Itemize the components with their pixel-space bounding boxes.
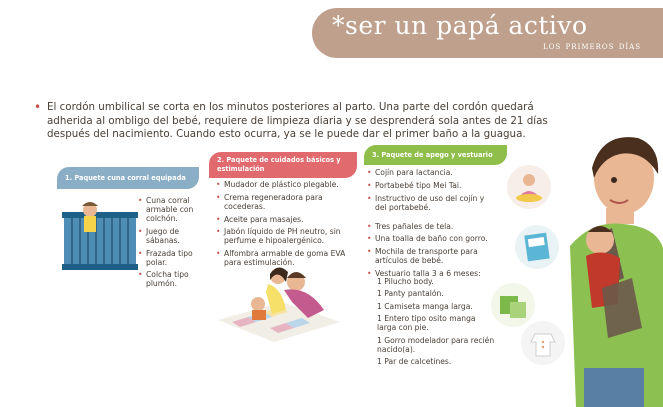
list-item: • Cojín para lactancia. <box>367 168 497 177</box>
list-item: • Mochila de transporte para artículos de bebé. <box>367 247 497 265</box>
clothing-list <box>367 277 497 369</box>
list-item: 1 Par de calcetines. <box>377 356 452 366</box>
intro-paragraph: El cordón umbilical se corta en los minutos posteriores al parto. Una parte del cordón quedará adherida al ombligo del bebé, requiere de limpieza diaria y se desprenderá sola antes de 21 días después del nacimiento. Cuando esto ocurra, ya se le puede dar el primer baño a la guagua. <box>47 101 548 140</box>
list-item: • Frazada tipo polar. <box>138 249 202 267</box>
list-item: • Cuna corral armable con colchón. <box>138 196 202 223</box>
list-item: • Una toalla de baño con gorro. <box>367 234 497 243</box>
list-item: 1 Entero tipo osito manga larga con pie. <box>377 314 476 333</box>
package-1-header: 1. Paquete cuna corral equipada <box>57 167 199 189</box>
page-title: *ser un papá activo <box>332 11 588 40</box>
package-2-header: 2. Paquete de cuidados básicos y estimulación <box>209 152 357 178</box>
list-item: • Crema regeneradora para cocederas. <box>216 193 356 211</box>
package-3-list <box>367 168 497 282</box>
list-item: • Tres pañales de tela. <box>367 222 497 231</box>
list-item: • Vestuario talla 3 a 6 meses: <box>367 269 497 278</box>
list-item: • Juego de sábanas. <box>138 227 202 245</box>
list-item: 1 Pilucho body. <box>377 277 434 286</box>
list-item: • Instructivo de uso del cojín y del portabebé. <box>367 194 497 212</box>
list-item: • Jabón líquido de PH neutro, sin perfume e hipoalergénico. <box>216 227 356 245</box>
instructions-booklet-illustration <box>514 224 560 270</box>
list-item: • Colcha tipo plumón. <box>138 270 202 288</box>
list-item: • Portabebé tipo Mei Tai. <box>367 181 497 190</box>
list-item: • Alfombra armable de goma EVA para estimulación. <box>216 249 356 267</box>
list-item: 1 Camiseta manga larga. <box>377 301 473 311</box>
package-3-header: 3. Paquete de apego y vestuario <box>364 145 507 165</box>
package-1-list <box>138 196 202 292</box>
list-item: 1 Gorro modelador para recién nacido(a). <box>377 335 495 354</box>
baby-clothes-illustration <box>520 320 566 366</box>
family-on-mat-illustration <box>212 262 344 344</box>
list-item: 1 Panty pantalón. <box>377 289 444 299</box>
intro-bullet: • <box>34 100 42 114</box>
list-item: • Aceite para masajes. <box>216 215 356 224</box>
page-subtitle: los primeros días <box>543 40 641 52</box>
package-2-list <box>216 180 356 271</box>
nursing-pillow-illustration <box>506 164 552 210</box>
list-item: • Mudador de plástico plegable. <box>216 180 356 189</box>
father-with-baby-illustration <box>562 128 663 407</box>
crib-illustration <box>60 198 140 276</box>
